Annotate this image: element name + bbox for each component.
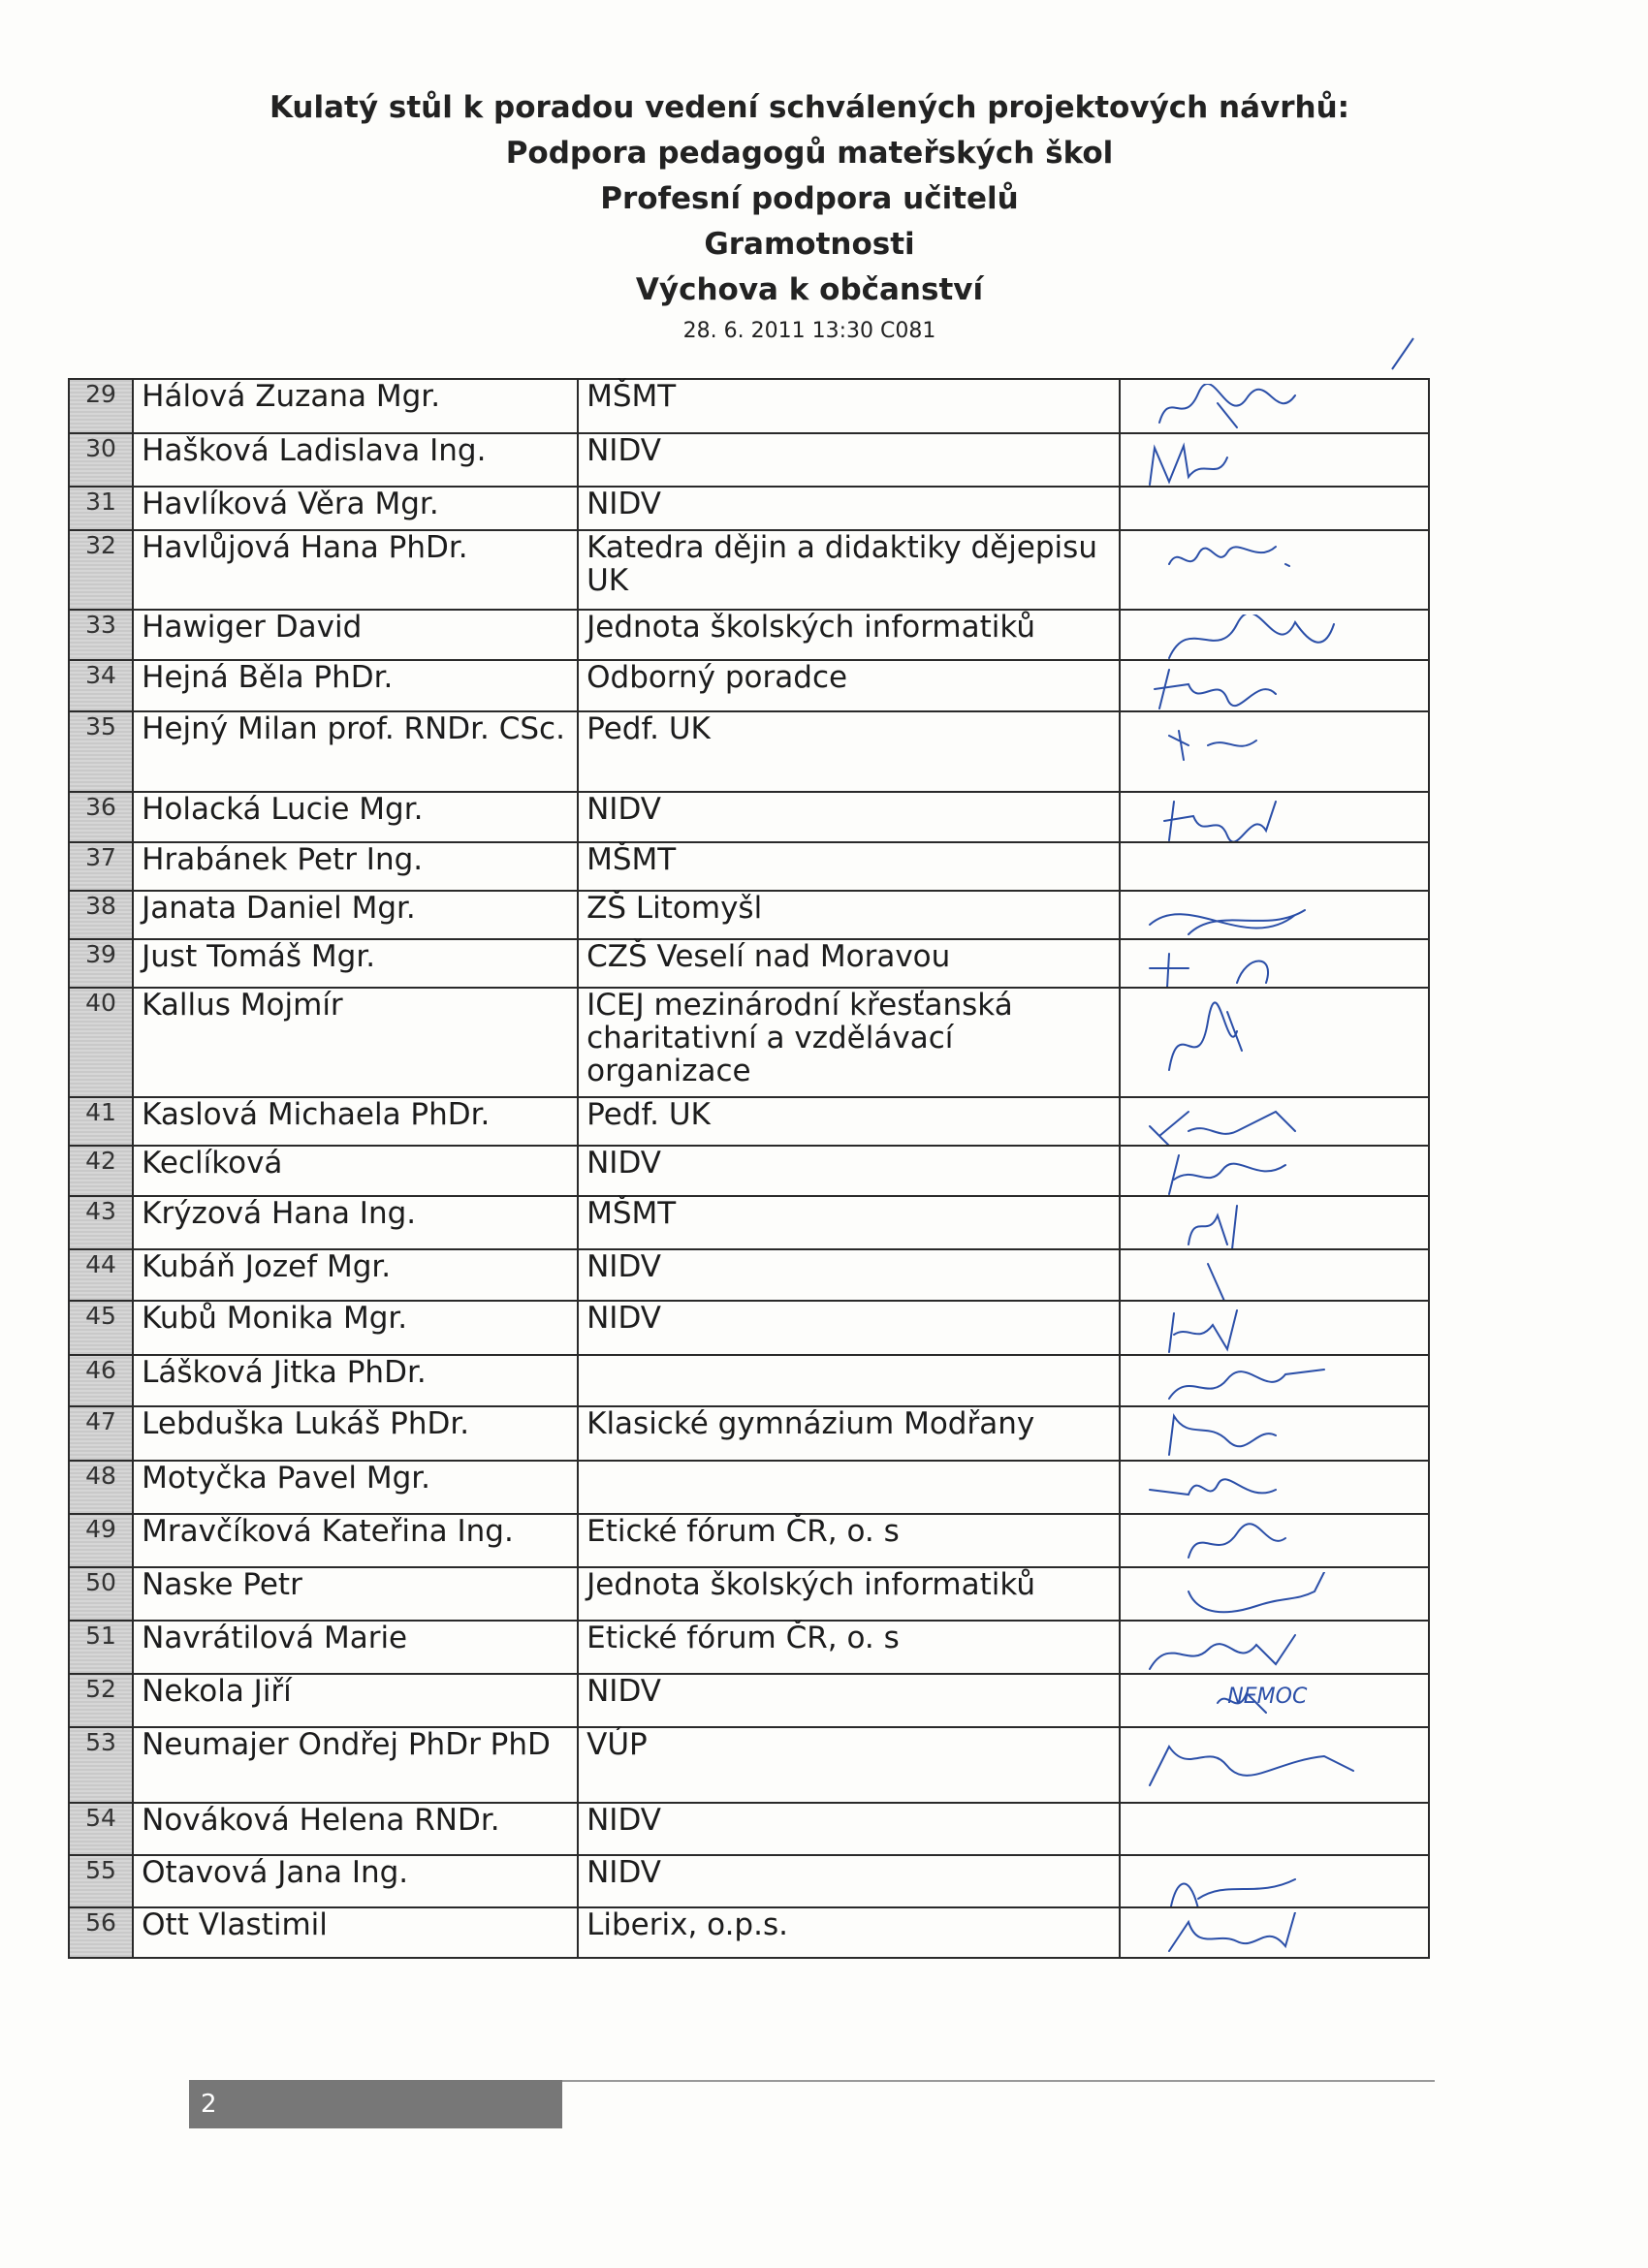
participant-organization: Odborný poradce (578, 660, 1120, 711)
row-number: 38 (69, 891, 133, 939)
participant-organization: NIDV (578, 1803, 1120, 1855)
participant-name: Kubů Monika Mgr. (133, 1301, 578, 1355)
handwritten-signature (1130, 992, 1382, 1096)
participant-name: Kallus Mojmír (133, 988, 578, 1097)
participant-name: Hrabánek Petr Ing. (133, 842, 578, 891)
handwritten-signature (1130, 438, 1382, 486)
participant-organization: Jednota školských informatiků (578, 610, 1120, 660)
row-number: 29 (69, 379, 133, 433)
signature-cell (1120, 379, 1429, 433)
participant-name: Naske Petr (133, 1567, 578, 1621)
table-row (69, 1301, 1429, 1355)
row-number: 33 (69, 610, 133, 660)
table-row (69, 1406, 1429, 1461)
participant-name: Lebduška Lukáš PhDr. (133, 1406, 578, 1461)
table-row (69, 1907, 1429, 1958)
participant-name: Mravčíková Kateřina Ing. (133, 1514, 578, 1567)
participant-organization: Etické fórum ČR, o. s (578, 1514, 1120, 1567)
table-row (69, 842, 1429, 891)
handwritten-signature (1130, 1860, 1382, 1906)
table-row (69, 1803, 1429, 1855)
participant-name: Havlíková Věra Mgr. (133, 487, 578, 530)
header-subtitle-3: Gramotnosti (704, 227, 915, 262)
signature-cell (1120, 660, 1429, 711)
table-row (69, 1727, 1429, 1803)
header-subtitle-2: Profesní podpora učitelů (600, 181, 1019, 216)
signature-cell (1120, 1855, 1429, 1907)
table-row (69, 1196, 1429, 1249)
participant-name: Hawiger David (133, 610, 578, 660)
signature-cell (1120, 891, 1429, 939)
signature-cell (1120, 1567, 1429, 1621)
table-row (69, 792, 1429, 842)
participant-name: Havlůjová Hana PhDr. (133, 530, 578, 610)
participant-organization: CZŠ Veselí nad Moravou (578, 939, 1120, 988)
row-number: 30 (69, 433, 133, 487)
footer-rule (562, 2080, 1435, 2082)
pen-mark (1384, 334, 1423, 373)
handwritten-signature (1130, 1912, 1382, 1957)
table-row (69, 1514, 1429, 1567)
table-row (69, 379, 1429, 433)
document-header (0, 85, 1633, 348)
row-number: 34 (69, 660, 133, 711)
table-row (69, 1674, 1429, 1727)
signature-cell (1120, 530, 1429, 610)
participant-organization: NIDV (578, 792, 1120, 842)
row-number: 50 (69, 1567, 133, 1621)
row-number: 46 (69, 1355, 133, 1406)
handwritten-signature (1130, 665, 1382, 710)
participant-name: Ott Vlastimil (133, 1907, 578, 1958)
table-row (69, 1461, 1429, 1514)
row-number: 32 (69, 530, 133, 610)
participant-name: Just Tomáš Mgr. (133, 939, 578, 988)
participant-organization: Pedf. UK (578, 1097, 1120, 1146)
attendance-table (68, 378, 1430, 1959)
signature-cell (1120, 1097, 1429, 1146)
signature-cell (1120, 842, 1429, 891)
table-row (69, 988, 1429, 1097)
signature-cell (1120, 1907, 1429, 1958)
participant-organization: Etické fórum ČR, o. s (578, 1621, 1120, 1674)
table-row (69, 1146, 1429, 1196)
row-number: 40 (69, 988, 133, 1097)
handwritten-signature (1130, 797, 1382, 841)
signature-cell (1120, 1727, 1429, 1803)
table-row (69, 1621, 1429, 1674)
signature-cell (1120, 1406, 1429, 1461)
table-row (69, 530, 1429, 610)
participant-organization: NIDV (578, 1855, 1120, 1907)
row-number: 37 (69, 842, 133, 891)
handwritten-signature (1130, 1465, 1382, 1513)
signature-cell (1120, 1196, 1429, 1249)
handwritten-signature (1130, 1411, 1382, 1460)
table-row (69, 1855, 1429, 1907)
row-number: 48 (69, 1461, 133, 1514)
handwritten-signature (1130, 384, 1382, 432)
table-row (69, 610, 1429, 660)
row-number: 56 (69, 1907, 133, 1958)
participant-name: Hejný Milan prof. RNDr. CSc. (133, 711, 578, 792)
participant-name: Janata Daniel Mgr. (133, 891, 578, 939)
row-number: 35 (69, 711, 133, 792)
handwritten-signature (1130, 1254, 1382, 1300)
participant-organization: NIDV (578, 1301, 1120, 1355)
participant-organization: NIDV (578, 1146, 1120, 1196)
table-row (69, 939, 1429, 988)
header-title: Kulatý stůl k poradou vedení schválených projektových návrhů: (269, 90, 1350, 125)
signature-cell (1120, 1514, 1429, 1567)
table-row (69, 891, 1429, 939)
participant-name: Holacká Lucie Mgr. (133, 792, 578, 842)
row-number: 52 (69, 1674, 133, 1727)
table-row (69, 660, 1429, 711)
participant-name: Hálová Zuzana Mgr. (133, 379, 578, 433)
row-number: 54 (69, 1803, 133, 1855)
participant-organization (578, 1461, 1120, 1514)
participant-organization: MŠMT (578, 1196, 1120, 1249)
participant-organization: ICEJ mezinárodní křesťanská charitativní a vzdělávací organizace (578, 988, 1120, 1097)
signature-cell (1120, 792, 1429, 842)
participant-organization (578, 1355, 1120, 1406)
page-number: 2 (201, 2090, 217, 2119)
signature-cell (1120, 487, 1429, 530)
signature-cell (1120, 1146, 1429, 1196)
participant-organization: NIDV (578, 1674, 1120, 1727)
signature-cell (1120, 433, 1429, 487)
table-row (69, 1355, 1429, 1406)
handwritten-signature (1130, 1572, 1382, 1620)
participant-organization: NIDV (578, 1249, 1120, 1301)
signature-cell (1120, 988, 1429, 1097)
participant-organization: MŠMT (578, 842, 1120, 891)
handwritten-signature (1130, 1306, 1382, 1354)
header-date: 28. 6. 2011 13:30 C081 (682, 319, 936, 343)
participant-name: Motyčka Pavel Mgr. (133, 1461, 578, 1514)
participant-organization: Liberix, o.p.s. (578, 1907, 1120, 1958)
participant-organization: NIDV (578, 487, 1120, 530)
signature-cell (1120, 1355, 1429, 1406)
table-row (69, 1097, 1429, 1146)
row-number: 36 (69, 792, 133, 842)
row-number: 44 (69, 1249, 133, 1301)
table-row (69, 1567, 1429, 1621)
participant-name: Otavová Jana Ing. (133, 1855, 578, 1907)
participant-name: Krýzová Hana Ing. (133, 1196, 578, 1249)
participant-organization: VÚP (578, 1727, 1120, 1803)
participant-name: Nováková Helena RNDr. (133, 1803, 578, 1855)
table-row (69, 1249, 1429, 1301)
handwritten-signature (1130, 944, 1382, 987)
participant-name: Keclíková (133, 1146, 578, 1196)
row-number: 45 (69, 1301, 133, 1355)
row-number: 53 (69, 1727, 133, 1803)
signature-cell (1120, 1461, 1429, 1514)
row-number: 51 (69, 1621, 133, 1674)
handwritten-signature (1130, 896, 1382, 938)
participant-name: Hašková Ladislava Ing. (133, 433, 578, 487)
signature-cell (1120, 1621, 1429, 1674)
participant-organization: Jednota školských informatiků (578, 1567, 1120, 1621)
participant-name: Neumajer Ondřej PhDr PhD (133, 1727, 578, 1803)
participant-name: Hejná Běla PhDr. (133, 660, 578, 711)
handwritten-signature (1130, 1201, 1382, 1248)
table-row (69, 711, 1429, 792)
signature-cell (1120, 610, 1429, 660)
page-number-bar (189, 2080, 562, 2128)
handwritten-signature (1130, 716, 1382, 791)
row-number: 42 (69, 1146, 133, 1196)
participant-organization: MŠMT (578, 379, 1120, 433)
header-subtitle-1: Podpora pedagogů mateřských škol (505, 136, 1114, 171)
handwritten-signature (1130, 535, 1382, 609)
row-number: 55 (69, 1855, 133, 1907)
handwritten-note: NEMOC (1227, 1685, 1308, 1709)
signature-cell (1120, 1249, 1429, 1301)
signature-cell (1120, 1301, 1429, 1355)
row-number: 43 (69, 1196, 133, 1249)
participant-organization: Klasické gymnázium Modřany (578, 1406, 1120, 1461)
participant-name: Nekola Jiří (133, 1674, 578, 1727)
row-number: 39 (69, 939, 133, 988)
row-number: 41 (69, 1097, 133, 1146)
handwritten-signature (1130, 1732, 1382, 1802)
signature-cell (1120, 939, 1429, 988)
signature-cell (1120, 1674, 1429, 1727)
table-row (69, 487, 1429, 530)
row-number: 31 (69, 487, 133, 530)
handwritten-signature (1130, 1150, 1382, 1195)
handwritten-signature (1130, 1519, 1382, 1566)
header-subtitle-4: Výchova k občanství (635, 272, 984, 307)
participant-name: Lášková Jitka PhDr. (133, 1355, 578, 1406)
row-number: 49 (69, 1514, 133, 1567)
handwritten-signature (1130, 1360, 1382, 1405)
participant-organization: ZŠ Litomyšl (578, 891, 1120, 939)
handwritten-signature (1130, 1102, 1382, 1145)
participant-organization: Katedra dějin a didaktiky dějepisu UK (578, 530, 1120, 610)
participant-name: Navrátilová Marie (133, 1621, 578, 1674)
row-number: 47 (69, 1406, 133, 1461)
participant-organization: Pedf. UK (578, 711, 1120, 792)
participant-name: Kubáň Jozef Mgr. (133, 1249, 578, 1301)
handwritten-signature (1130, 1625, 1382, 1673)
signature-cell (1120, 1803, 1429, 1855)
participant-name: Kaslová Michaela PhDr. (133, 1097, 578, 1146)
handwritten-signature (1130, 614, 1382, 659)
participant-organization: NIDV (578, 433, 1120, 487)
table-row (69, 433, 1429, 487)
signature-cell (1120, 711, 1429, 792)
